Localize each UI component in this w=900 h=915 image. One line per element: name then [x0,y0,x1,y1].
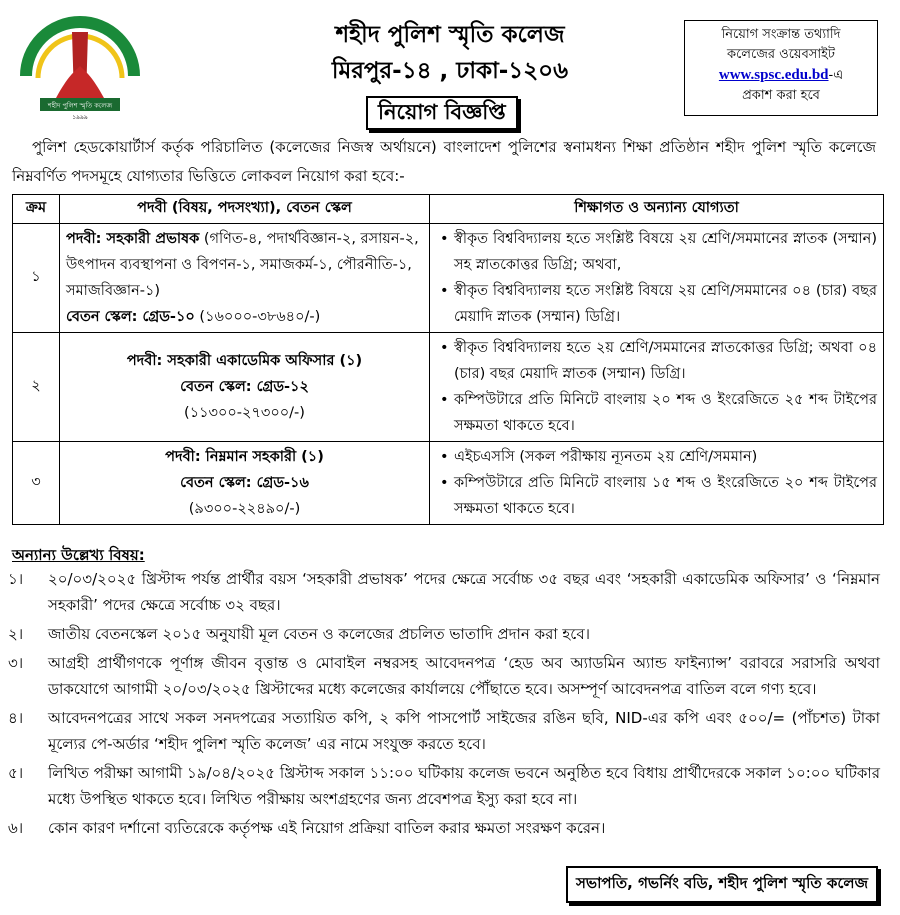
qualification-item: • স্বীকৃত বিশ্ববিদ্যালয় হতে সংশ্লিষ্ট বিষয়ে ২য় শ্রেণি/সমমানের স্নাতক (সম্মান) সহ স্নাতকোত্তর ডিগ্রি; অথবা, [454,226,877,278]
website-box-line2: কলেজের ওয়েবসাইট [726,47,836,62]
table-row [13,224,884,333]
table-row [13,333,884,442]
post-label: পদবী: সহকারী একাডেমিক অফিসার (১) [126,353,363,369]
note-number: ৩। [8,654,24,672]
row-post [60,442,430,525]
list-item [8,621,880,647]
row-post [60,224,430,333]
row-serial: ১ [13,224,60,333]
note-text: জাতীয় বেতনস্কেল ২০১৫ অনুযায়ী মূল বেতন ও কলেজের প্রচলিত ভাতাদি প্রদান করা হবে। [48,625,591,643]
pay-range: (১৬০০০-৩৮৬৪০/-) [194,309,321,325]
note-number: ৬। [8,819,24,837]
row-post [60,333,430,442]
website-box-line1: নিয়োগ সংক্রান্ত তথ্যাদি [721,27,841,42]
table-row [13,442,884,525]
website-link[interactable]: www.spsc.edu.bd [718,67,829,83]
svg-text:শহীদ পুলিশ স্মৃতি কলেজ: শহীদ পুলিশ স্মৃতি কলেজ [47,101,113,110]
post-subjects: (গণিত-৪, পদার্থবিজ্ঞান-২, রসায়ন-২, উৎপাদন ব্যবস্থাপনা ও বিপণন-১, সমাজকর্ম-১, পৌরনীতি-১, সমাজবিজ্ঞান-১) [66,231,419,299]
notes-list [8,566,880,844]
qualification-item: • কম্পিউটারে প্রতি মিনিটে বাংলায় ১৫ শব্দ ও ইংরেজিতে ২০ শব্দ টাইপের সক্ষমতা থাকতে হবে। [454,470,877,522]
college-address: মিরপুর-১৪ , ঢাকা-১২০৬ [331,58,569,84]
list-item [8,760,880,812]
note-number: ৪। [8,709,24,727]
note-text: আগ্রহী প্রার্থীগণকে পূর্ণাঙ্গ জীবন বৃত্তান্ত ও মোবাইল নম্বরসহ আবেদনপত্র ‘হেড অব অ্যাডমিন অ্যান্ড ফাইন্যান্স’ বরাবরে সরাসরি অথবা ডাকযোগে আগামী ২০/০৩/২০২৫ খ্রিস্টাব্দের মধ্যে কলেজের কার্যালয়ে পৌঁছাতে হবে। অসম্পূর্ণ আবেদনপত্র বাতিল বলে গণ্য হবে। [48,654,880,698]
qualification-item: • কম্পিউটারে প্রতি মিনিটে বাংলায় ২০ শব্দ ও ইংরেজিতে ২৫ শব্দ টাইপের সক্ষমতা থাকতে হবে। [454,387,877,439]
pay-label: বেতন স্কেল: গ্রেড-১০ [66,309,195,325]
website-url-suffix: -এ [828,68,844,83]
qualification-item: • স্বীকৃত বিশ্ববিদ্যালয় হতে ২য় শ্রেণি/সমমানের স্নাতকোত্তর ডিগ্রি; অথবা ০৪ (চার) বছর মেয়াদি স্নাতক (সম্মান) ডিগ্রি। [454,335,877,387]
signature-footer: সভাপতি, গভর্নিং বডি, শহীদ পুলিশ স্মৃতি কলেজ [566,866,878,903]
pay-label: বেতন স্কেল: গ্রেড-১২ [180,379,309,395]
note-number: ২। [8,625,24,643]
list-item [8,650,880,702]
note-text: কোন কারণ দর্শানো ব্যতিরেকে কর্তৃপক্ষ এই নিয়োগ প্রক্রিয়া বাতিল করার ক্ষমতা সংরক্ষণ করেন। [48,819,606,837]
list-item [8,566,880,618]
website-info-box [684,20,878,116]
header-serial: ক্রম [13,195,60,224]
list-item [8,705,880,757]
row-serial: ২ [13,333,60,442]
qualification-item: • এইচএসসি (সকল পরীক্ষায় ন্যূনতম ২য় শ্রেণি/সমমান) [454,444,877,470]
pay-label: বেতন স্কেল: গ্রেড-১৬ [180,475,309,491]
website-box-line4: প্রকাশ করা হবে [742,88,820,103]
post-label: পদবী: নিম্নমান সহকারী (১) [165,449,324,465]
intro-paragraph: পুলিশ হেডকোয়ার্টার্স কর্তৃক পরিচালিত (কলেজের নিজস্ব অর্থায়নে) বাংলাদেশ পুলিশের স্বনামধন্য শিক্ষা প্রতিষ্ঠান শহীদ পুলিশ স্মৃতি কলেজে নিম্নবর্ণিত পদসমূহে যোগ্যতার ভিত্তিতে লোকবল নিয়োগ করা হবে:- [12,138,876,185]
row-qualification [430,442,884,525]
posts-table [12,194,884,525]
svg-text:১৯৯৯: ১৯৯৯ [72,114,88,121]
college-name: শহীদ পুলিশ স্মৃতি কলেজ [335,22,565,48]
header-post: পদবী (বিষয়, পদসংখ্যা), বেতন স্কেল [60,195,430,224]
note-number: ১। [8,570,24,588]
row-serial: ৩ [13,442,60,525]
pay-range: (১১৩০০-২৭৩০০/-) [184,405,305,421]
note-text: ২০/০৩/২০২৫ খ্রিস্টাব্দ পর্যন্ত প্রার্থীর বয়স ‘সহকারী প্রভাষক’ পদের ক্ষেত্রে সর্বোচ্চ ৩৫ বছর এবং ‘সহকারী একাডেমিক অফিসার’ ও ‘নিম্নমান সহকারী’ পদের ক্ষেত্রে সর্বোচ্চ ৩২ বছর। [48,570,880,614]
table-header-row [13,195,884,224]
row-qualification [430,224,884,333]
list-item [8,815,880,841]
website-box-url-line [685,65,877,86]
other-notes-title: অন্যান্য উল্লেখ্য বিষয়: [12,546,145,564]
note-text: লিখিত পরীক্ষা আগামী ১৯/০৪/২০২৫ খ্রিস্টাব্দ সকাল ১১:০০ ঘটিকায় কলেজ ভবনে অনুষ্ঠিত হবে বিধায় প্রার্থীদেরকে সকাল ১০:০০ ঘটিকার মধ্যে উপস্থিত থাকতে হবে। লিখিত পরীক্ষায় অংশগ্রহণের জন্য প্রবেশপত্র ইস্যু করা হবে না। [48,764,880,808]
post-label: পদবী: সহকারী প্রভাষক [66,231,200,247]
note-text: আবেদনপত্রের সাথে সকল সনদপত্রের সত্যায়িত কপি, ২ কপি পাসপোর্ট সাইজের রঙিন ছবি, NID-এর কপি এবং ৫০০/= (পাঁচশত) টাকা মূল্যের পে-অর্ডার ‘শহীদ পুলিশ স্মৃতি কলেজ’ এর নামে সংযুক্ত করতে হবে। [48,709,880,753]
note-number: ৫। [8,764,24,782]
notice-title: নিয়োগ বিজ্ঞপ্তি [366,96,518,130]
qualification-item: • স্বীকৃত বিশ্ববিদ্যালয় হতে সংশ্লিষ্ট বিষয়ে ২য় শ্রেণি/সমমানের ০৪ (চার) বছর মেয়াদি স্নাতক (সম্মান) ডিগ্রি। [454,278,877,330]
pay-range: (৯৩০০-২২৪৯০/-) [188,501,301,517]
row-qualification [430,333,884,442]
header-qualification: শিক্ষাগত ও অন্যান্য যোগ্যতা [430,195,884,224]
